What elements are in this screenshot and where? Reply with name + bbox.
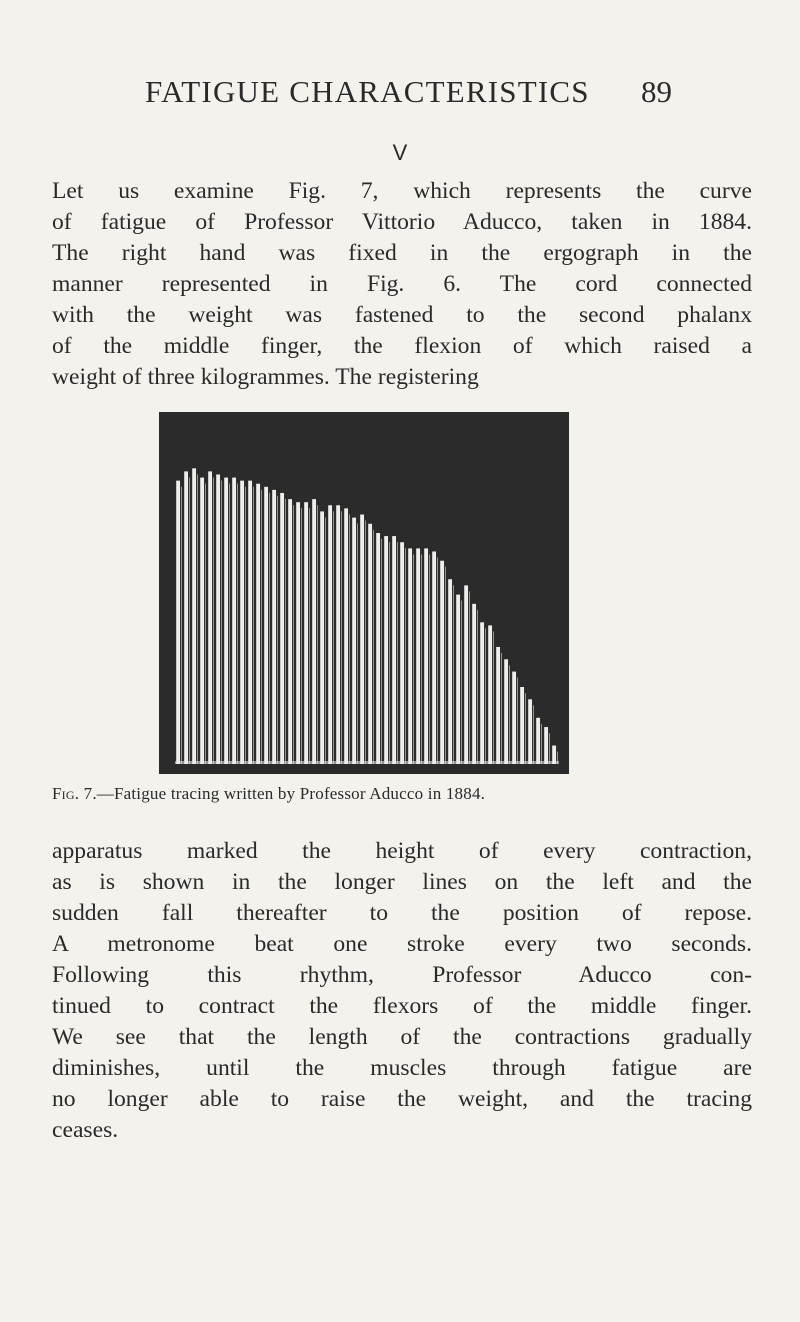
tracing-return-line <box>501 653 502 764</box>
tracing-return-line <box>189 477 190 764</box>
tracing-return-line <box>397 542 398 764</box>
tracing-stroke <box>528 699 532 764</box>
paragraph-2-line: apparatus marked the height of every contraction, <box>52 838 752 864</box>
fatigue-tracing-figure <box>159 412 569 774</box>
figure-caption-text: —Fatigue tracing written by Professor Aducco in 1884. <box>96 784 486 803</box>
paragraph-2-line: sudden fall thereafter to the position of repose. <box>52 900 752 926</box>
tracing-return-line <box>381 539 382 764</box>
paragraph-1-line: The right hand was fixed in the ergograph in the <box>52 240 752 266</box>
tracing-return-line <box>477 610 478 764</box>
tracing-return-line <box>389 542 390 764</box>
tracing-return-line <box>421 554 422 764</box>
tracing-stroke <box>296 502 300 764</box>
paragraph-1 <box>52 176 752 393</box>
tracing-stroke <box>176 481 180 764</box>
paragraph-1-line: Let us examine Fig. 7, which represents the curve <box>52 178 752 204</box>
tracing-return-line <box>341 511 342 764</box>
tracing-return-line <box>405 548 406 764</box>
tracing-return-line <box>245 487 246 764</box>
tracing-return-line <box>237 484 238 764</box>
tracing-return-line <box>517 678 518 764</box>
tracing-stroke <box>248 481 252 764</box>
paragraph-2-line: Following this rhythm, Professor Aducco con- <box>52 962 752 988</box>
paragraph-2-line: as is shown in the longer lines on the left and the <box>52 869 752 895</box>
tracing-stroke <box>464 585 468 764</box>
tracing-stroke <box>424 548 428 764</box>
tracing-stroke <box>472 604 476 764</box>
tracing-return-line <box>525 693 526 764</box>
tracing-return-line <box>357 524 358 764</box>
tracing-stroke <box>432 551 436 764</box>
paragraph-1-line: with the weight was fastened to the second phalanx <box>52 302 752 328</box>
tracing-return-line <box>333 511 334 764</box>
tracing-stroke <box>400 542 404 764</box>
tracing-stroke <box>544 727 548 764</box>
tracing-stroke <box>344 508 348 764</box>
tracing-stroke <box>376 533 380 764</box>
tracing-stroke <box>488 625 492 764</box>
tracing-return-line <box>429 554 430 764</box>
tracing-stroke <box>408 548 412 764</box>
paragraph-1-line: manner represented in Fig. 6. The cord connected <box>52 271 752 297</box>
tracing-stroke <box>328 505 332 764</box>
tracing-stroke <box>264 487 268 764</box>
paragraph-1-line: weight of three kilogrammes. The registering <box>52 364 479 390</box>
tracing-stroke <box>456 595 460 764</box>
fatigue-tracing-image <box>159 412 569 774</box>
tracing-stroke <box>352 518 356 764</box>
paragraph-2-line: diminishes, until the muscles through fatigue are <box>52 1055 752 1081</box>
tracing-return-line <box>469 591 470 764</box>
tracing-return-line <box>453 585 454 764</box>
tracing-return-line <box>485 628 486 764</box>
tracing-return-line <box>349 514 350 764</box>
tracing-stroke <box>256 484 260 764</box>
tracing-stroke <box>520 687 524 764</box>
tracing-stroke <box>360 515 364 764</box>
paragraph-2-line: We see that the length of the contractions gradually <box>52 1024 752 1050</box>
tracing-return-line <box>373 530 374 764</box>
paragraph-1-line: of fatigue of Professor Vittorio Aducco, taken in 1884. <box>52 209 752 235</box>
tracing-return-line <box>301 508 302 764</box>
tracing-return-line <box>253 487 254 764</box>
tracing-return-line <box>557 752 558 764</box>
tracing-return-line <box>493 631 494 764</box>
tracing-stroke <box>240 481 244 764</box>
tracing-stroke <box>184 471 188 764</box>
tracing-return-line <box>541 724 542 764</box>
tracing-stroke <box>208 471 212 764</box>
tracing-stroke <box>216 474 220 764</box>
tracing-stroke <box>512 672 516 764</box>
tracing-return-line <box>533 705 534 764</box>
tracing-return-line <box>285 499 286 764</box>
tracing-return-line <box>213 477 214 764</box>
paragraph-2-line: A metronome beat one stroke every two seconds. <box>52 931 752 957</box>
tracing-return-line <box>461 601 462 764</box>
tracing-stroke <box>280 493 284 764</box>
running-title: FATIGUE CHARACTERISTICS <box>145 74 590 109</box>
tracing-stroke <box>480 622 484 764</box>
running-header <box>0 74 800 124</box>
paragraph-2-line: no longer able to raise the weight, and the tracing <box>52 1086 752 1112</box>
section-numeral: V <box>392 140 408 165</box>
tracing-return-line <box>445 567 446 764</box>
tracing-return-line <box>269 493 270 764</box>
paragraph-1-line: of the middle finger, the flexion of which raised a <box>52 333 752 359</box>
tracing-return-line <box>229 484 230 764</box>
tracing-stroke <box>536 718 540 764</box>
tracing-return-line <box>293 505 294 764</box>
paragraph-2 <box>52 836 752 1146</box>
tracing-stroke <box>200 478 204 764</box>
page-number: 89 <box>641 74 672 109</box>
paragraph-2-line: ceases. <box>52 1117 119 1143</box>
tracing-stroke <box>232 478 236 764</box>
tracing-stroke <box>416 548 420 764</box>
paragraph-2-line: tinued to contract the flexors of the middle finger. <box>52 993 752 1019</box>
tracing-stroke <box>312 499 316 764</box>
tracing-stroke <box>288 499 292 764</box>
tracing-stroke <box>392 536 396 764</box>
tracing-stroke <box>448 579 452 764</box>
tracing-stroke <box>192 468 196 764</box>
tracing-return-line <box>277 496 278 764</box>
tracing-return-line <box>365 521 366 764</box>
figure-caption-label: Fig. 7. <box>52 784 97 803</box>
tracing-stroke <box>320 511 324 764</box>
tracing-return-line <box>221 480 222 764</box>
tracing-stroke <box>304 502 308 764</box>
tracing-return-line <box>509 665 510 764</box>
tracing-stroke <box>272 490 276 764</box>
tracing-stroke <box>384 536 388 764</box>
tracing-stroke <box>336 505 340 764</box>
tracing-stroke <box>504 659 508 764</box>
tracing-stroke <box>496 647 500 764</box>
tracing-return-line <box>261 490 262 764</box>
tracing-stroke <box>440 561 444 764</box>
tracing-return-line <box>309 508 310 764</box>
tracing-return-line <box>549 733 550 764</box>
tracing-return-line <box>325 517 326 764</box>
tracing-stroke <box>368 524 372 764</box>
tracing-return-line <box>197 474 198 764</box>
tracing-return-line <box>437 557 438 764</box>
tracing-stroke <box>224 478 228 764</box>
figure-caption <box>52 784 752 804</box>
tracing-return-line <box>317 505 318 764</box>
tracing-return-line <box>181 487 182 764</box>
tracing-return-line <box>205 484 206 764</box>
tracing-return-line <box>413 554 414 764</box>
tracing-stroke <box>552 746 556 764</box>
